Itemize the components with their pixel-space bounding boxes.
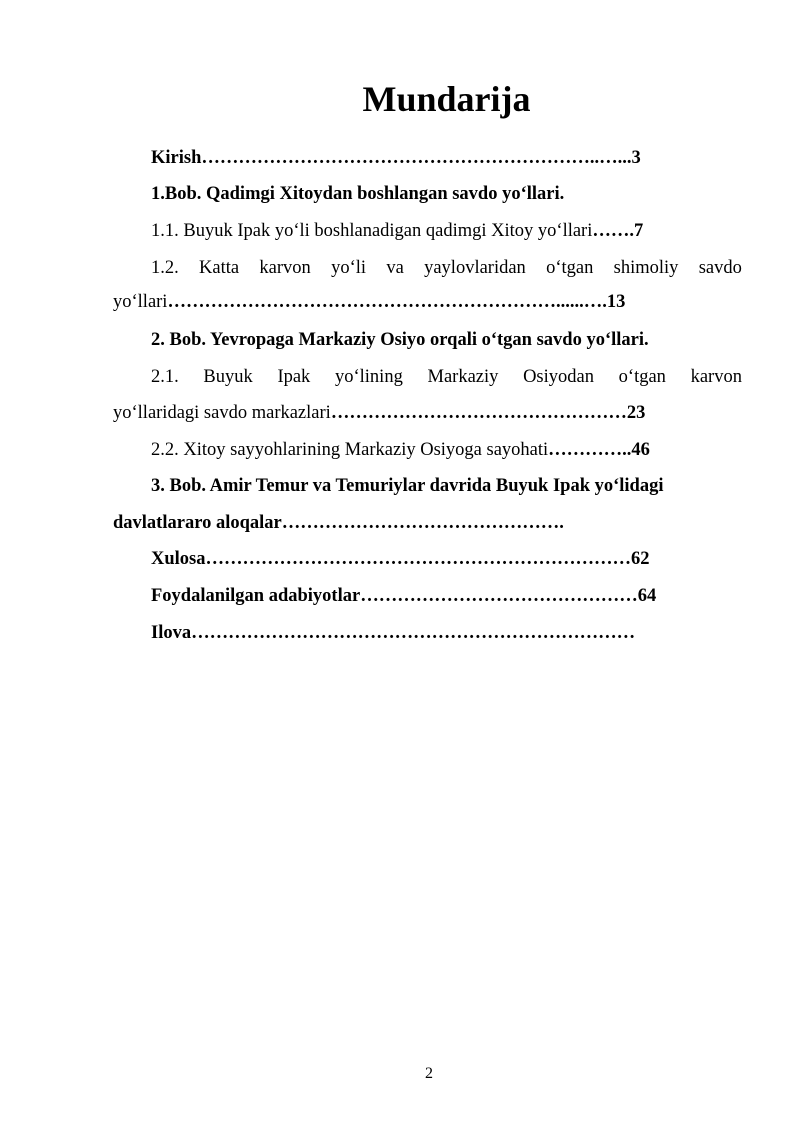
toc-entry-text: Xulosa	[151, 549, 206, 569]
toc-word: yaylovlaridan	[424, 258, 526, 278]
toc-entry-text: 1.1. Buyuk Ipak yo‘li boshlanadigan qadimgi Xitoy yo‘llari	[151, 221, 593, 241]
toc-entry-xulosa	[151, 547, 650, 571]
toc-entry-text: yo‘llaridagi savdo markazlari	[113, 403, 331, 423]
toc-entry-1-2	[151, 256, 742, 280]
toc-page-number: 62	[631, 549, 650, 569]
toc-entry-text: Kirish	[151, 148, 202, 168]
toc-leader: ………………………………………………………..…...	[201, 148, 632, 168]
toc-page-number: 46	[631, 440, 650, 460]
toc-leader: ……………………………………………………………	[205, 549, 631, 569]
toc-entry-text: Foydalanilgan adabiyotlar	[151, 586, 361, 606]
toc-chapter-2	[151, 328, 649, 352]
toc-word: karvon	[690, 367, 742, 387]
toc-entry-text: 2. Bob. Yevropaga Markaziy Osiyo orqali o‘tgan savdo yo‘llari.	[151, 330, 649, 350]
toc-page-number: 13	[606, 292, 626, 312]
page-number: 2	[425, 1065, 433, 1082]
toc-leader: …………..	[548, 440, 632, 460]
toc-word: Osiyodan	[523, 367, 594, 387]
toc-word: Buyuk	[203, 367, 253, 387]
toc-word: savdo	[698, 258, 742, 278]
toc-page-number: 64	[637, 586, 657, 606]
toc-word: yo‘lining	[334, 367, 403, 387]
toc-entry-2-1-continued	[113, 401, 645, 425]
toc-leader: ………………………………………………………......….	[167, 292, 607, 312]
toc-word: o‘tgan	[546, 258, 594, 278]
toc-entry-ilova	[151, 621, 635, 645]
toc-entry-references	[151, 584, 656, 608]
toc-entry-text: Ilova	[151, 623, 192, 643]
toc-chapter-1	[151, 182, 564, 206]
toc-entry-2-1	[151, 365, 742, 389]
toc-leader: …….	[592, 221, 634, 241]
toc-entry-1-1	[151, 219, 643, 243]
toc-entry-text: davlatlararo aloqalar	[113, 513, 282, 533]
toc-word: shimoliy	[613, 258, 679, 278]
toc-chapter-3-continued	[113, 511, 564, 535]
toc-word: Markaziy	[427, 367, 499, 387]
toc-chapter-3	[151, 474, 663, 498]
toc-entry-kirish	[151, 146, 641, 170]
toc-page-number: 23	[626, 403, 646, 423]
toc-page-number: 7	[634, 221, 644, 241]
toc-word: yo‘li	[331, 258, 367, 278]
toc-leader: …………………………………………	[330, 403, 627, 423]
toc-word: o‘tgan	[618, 367, 666, 387]
toc-page-number: 3	[631, 148, 641, 168]
toc-entry-text: 3. Bob. Amir Temur va Temuriylar davrida Buyuk Ipak yo‘lidagi	[151, 476, 664, 496]
toc-word: Ipak	[277, 367, 311, 387]
toc-entry-text: 1.Bob. Qadimgi Xitoydan boshlangan savdo yo‘llari.	[151, 184, 565, 204]
page-title: Mundarija	[362, 79, 531, 119]
toc-entry-text: 2.2. Xitoy sayyohlarining Markaziy Osiyoga sayohati	[151, 440, 549, 460]
toc-word: va	[386, 258, 404, 278]
toc-word: Katta	[199, 258, 240, 278]
toc-entry-2-2	[151, 438, 650, 462]
toc-word: karvon	[259, 258, 311, 278]
toc-leader: ………………………………………	[360, 586, 638, 606]
toc-word: 2.1.	[151, 367, 179, 387]
toc-entry-1-2-continued	[113, 290, 625, 314]
toc-word: 1.2.	[151, 258, 179, 278]
toc-entry-text: yo‘llari	[113, 292, 168, 312]
toc-leader: ……………………………………….	[281, 513, 564, 533]
toc-leader: ………………………………………………………………	[191, 623, 636, 643]
